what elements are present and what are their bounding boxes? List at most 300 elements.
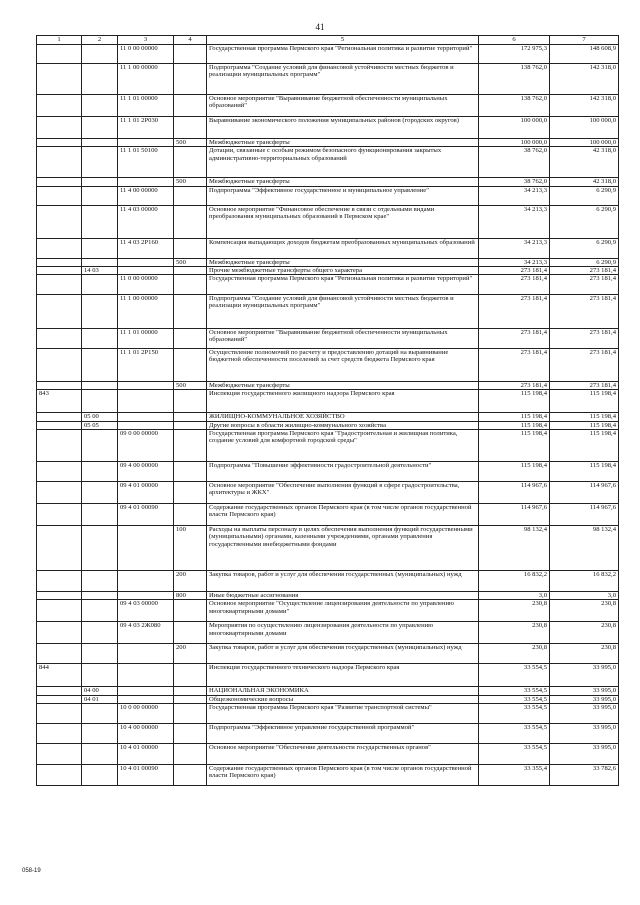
target-code-cell: 10 4 01 00000 — [118, 743, 174, 764]
target-code-cell — [118, 664, 174, 687]
admin-code-cell — [37, 413, 82, 421]
amount-year2-cell: 273 181,4 — [550, 329, 619, 349]
target-code-cell: 11 4 03 2P160 — [118, 238, 174, 258]
target-code-cell: 11 1 00 00000 — [118, 295, 174, 329]
amount-year1-cell: 100 000,0 — [479, 117, 550, 139]
admin-code-cell — [37, 95, 82, 117]
amount-year1-cell: 230,8 — [479, 644, 550, 664]
amount-year2-cell: 33 995,0 — [550, 687, 619, 695]
target-code-cell: 10 4 01 00090 — [118, 764, 174, 785]
target-code-cell: 11 1 01 2P150 — [118, 349, 174, 382]
target-code-cell — [118, 571, 174, 592]
expense-type-cell — [174, 349, 207, 382]
target-code-cell — [118, 178, 174, 186]
expense-type-cell: 200 — [174, 571, 207, 592]
amount-year1-cell: 34 213,3 — [479, 205, 550, 238]
amount-year1-cell: 3,0 — [479, 592, 550, 600]
expense-type-cell — [174, 266, 207, 274]
section-code-cell — [82, 592, 118, 600]
section-code-cell — [82, 275, 118, 295]
admin-code-cell — [37, 64, 82, 95]
section-code-cell — [82, 117, 118, 139]
section-code-cell — [82, 178, 118, 186]
amount-year2-cell: 98 132,4 — [550, 526, 619, 571]
amount-year1-cell: 114 967,6 — [479, 482, 550, 504]
amount-year1-cell: 115 198,4 — [479, 462, 550, 482]
table-row — [37, 764, 619, 785]
expense-type-cell — [174, 764, 207, 785]
amount-year1-cell: 138 762,0 — [479, 64, 550, 95]
expense-type-cell: 500 — [174, 178, 207, 186]
table-row — [37, 413, 619, 421]
budget-table — [36, 35, 619, 786]
admin-code-cell — [37, 117, 82, 139]
header-col-1: 1 — [37, 36, 82, 45]
table-row — [37, 695, 619, 703]
table-row — [37, 390, 619, 413]
target-code-cell — [118, 644, 174, 664]
expense-type-cell — [174, 504, 207, 526]
amount-year1-cell: 38 762,0 — [479, 147, 550, 178]
admin-code-cell — [37, 526, 82, 571]
table-row — [37, 526, 619, 571]
admin-code-cell — [37, 147, 82, 178]
expense-type-cell — [174, 687, 207, 695]
section-code-cell: 05 00 — [82, 413, 118, 421]
expense-type-cell — [174, 64, 207, 95]
amount-year2-cell: 115 198,4 — [550, 390, 619, 413]
amount-year1-cell: 33 554,5 — [479, 687, 550, 695]
expense-type-cell — [174, 390, 207, 413]
amount-year1-cell: 115 198,4 — [479, 430, 550, 462]
target-code-cell: 09 4 03 00000 — [118, 600, 174, 622]
amount-year1-cell: 16 832,2 — [479, 571, 550, 592]
section-code-cell — [82, 600, 118, 622]
admin-code-cell — [37, 703, 82, 723]
item-name-cell: Межбюджетные трансферты — [207, 258, 479, 266]
expense-type-cell: 100 — [174, 526, 207, 571]
item-name-cell: Межбюджетные трансферты — [207, 178, 479, 186]
item-name-cell: Инспекция государственного жилищного надзора Пермского края — [207, 390, 479, 413]
target-code-cell: 11 1 01 00000 — [118, 329, 174, 349]
expense-type-cell — [174, 723, 207, 743]
target-code-cell: 09 4 01 00090 — [118, 504, 174, 526]
target-code-cell — [118, 139, 174, 147]
table-header-row — [37, 36, 619, 45]
table-row — [37, 687, 619, 695]
item-name-cell: Расходы на выплаты персоналу в целях обеспечения выполнения функций государственными (муниципальными) органами, казенными учреждениями, органами управления государственными внебюджетными фондами — [207, 526, 479, 571]
header-col-7: 7 — [550, 36, 619, 45]
section-code-cell — [82, 139, 118, 147]
target-code-cell: 10 4 00 00000 — [118, 723, 174, 743]
item-name-cell: ЖИЛИЩНО-КОММУНАЛЬНОЕ ХОЗЯЙСТВО — [207, 413, 479, 421]
section-code-cell — [82, 147, 118, 178]
amount-year1-cell: 115 198,4 — [479, 413, 550, 421]
amount-year1-cell: 230,8 — [479, 600, 550, 622]
table-body — [37, 45, 619, 786]
admin-code-cell — [37, 687, 82, 695]
table-row — [37, 382, 619, 390]
amount-year2-cell: 114 967,6 — [550, 504, 619, 526]
table-row — [37, 147, 619, 178]
admin-code-cell — [37, 45, 82, 64]
amount-year1-cell: 33 554,5 — [479, 723, 550, 743]
table-row — [37, 571, 619, 592]
expense-type-cell — [174, 600, 207, 622]
footer-code: 058-19 — [22, 868, 41, 874]
item-name-cell: НАЦИОНАЛЬНАЯ ЭКОНОМИКА — [207, 687, 479, 695]
amount-year1-cell: 33 554,5 — [479, 743, 550, 764]
table-row — [37, 295, 619, 329]
admin-code-cell — [37, 462, 82, 482]
section-code-cell — [82, 186, 118, 205]
target-code-cell: 11 1 00 00000 — [118, 64, 174, 95]
table-row — [37, 117, 619, 139]
section-code-cell: 14 03 — [82, 266, 118, 274]
amount-year2-cell: 100 000,0 — [550, 139, 619, 147]
expense-type-cell — [174, 329, 207, 349]
target-code-cell: 11 1 01 50100 — [118, 147, 174, 178]
table-row — [37, 743, 619, 764]
item-name-cell: Мероприятия по осуществлению лицензирования деятельности по управлению многоквартирными домами — [207, 622, 479, 644]
target-code-cell — [118, 592, 174, 600]
item-name-cell: Основное мероприятие "Выравнивание бюджетной обеспеченности муниципальных образований" — [207, 329, 479, 349]
expense-type-cell — [174, 186, 207, 205]
amount-year2-cell: 114 967,6 — [550, 482, 619, 504]
amount-year2-cell: 273 181,4 — [550, 266, 619, 274]
table-row — [37, 64, 619, 95]
section-code-cell: 04 00 — [82, 687, 118, 695]
amount-year2-cell: 273 181,4 — [550, 275, 619, 295]
amount-year1-cell: 34 213,3 — [479, 186, 550, 205]
expense-type-cell — [174, 695, 207, 703]
amount-year2-cell: 6 290,9 — [550, 205, 619, 238]
admin-code-cell — [37, 600, 82, 622]
table-row — [37, 504, 619, 526]
admin-code-cell — [37, 186, 82, 205]
expense-type-cell — [174, 743, 207, 764]
target-code-cell: 09 0 00 00000 — [118, 430, 174, 462]
target-code-cell: 11 4 00 00000 — [118, 186, 174, 205]
section-code-cell — [82, 95, 118, 117]
amount-year2-cell: 115 198,4 — [550, 413, 619, 421]
expense-type-cell — [174, 95, 207, 117]
admin-code-cell — [37, 349, 82, 382]
table-row — [37, 205, 619, 238]
expense-type-cell — [174, 205, 207, 238]
target-code-cell — [118, 695, 174, 703]
expense-type-cell — [174, 430, 207, 462]
table-row — [37, 45, 619, 64]
item-name-cell: Компенсация выпадающих доходов бюджетам преобразованных муниципальных образований — [207, 238, 479, 258]
table-row — [37, 592, 619, 600]
expense-type-cell — [174, 482, 207, 504]
amount-year1-cell: 33 355,4 — [479, 764, 550, 785]
admin-code-cell — [37, 430, 82, 462]
amount-year2-cell: 100 000,0 — [550, 117, 619, 139]
section-code-cell: 05 05 — [82, 421, 118, 429]
amount-year1-cell: 115 198,4 — [479, 390, 550, 413]
table-row — [37, 139, 619, 147]
amount-year1-cell: 33 554,5 — [479, 703, 550, 723]
target-code-cell: 11 1 01 00000 — [118, 95, 174, 117]
amount-year1-cell: 33 554,5 — [479, 664, 550, 687]
admin-code-cell — [37, 266, 82, 274]
item-name-cell: Осуществление полномочий по расчету и предоставлению дотаций на выравнивание бюджетной обеспеченности поселений за счет средств бюджета Пермского края — [207, 349, 479, 382]
table-row — [37, 266, 619, 274]
expense-type-cell — [174, 238, 207, 258]
item-name-cell: Подпрограмма "Эффективное управление государственной программой" — [207, 723, 479, 743]
section-code-cell — [82, 664, 118, 687]
item-name-cell: Закупка товаров, работ и услуг для обеспечения государственных (муниципальных) нужд — [207, 644, 479, 664]
amount-year2-cell: 115 198,4 — [550, 421, 619, 429]
amount-year1-cell: 33 554,5 — [479, 695, 550, 703]
amount-year2-cell: 33 995,0 — [550, 743, 619, 764]
amount-year2-cell: 33 995,0 — [550, 664, 619, 687]
amount-year2-cell: 42 318,0 — [550, 147, 619, 178]
item-name-cell: Межбюджетные трансферты — [207, 382, 479, 390]
amount-year2-cell: 273 181,4 — [550, 349, 619, 382]
target-code-cell — [118, 382, 174, 390]
admin-code-cell — [37, 644, 82, 664]
target-code-cell: 11 1 01 2P030 — [118, 117, 174, 139]
section-code-cell: 04 01 — [82, 695, 118, 703]
table-row — [37, 430, 619, 462]
amount-year1-cell: 273 181,4 — [479, 266, 550, 274]
expense-type-cell — [174, 295, 207, 329]
target-code-cell: 09 4 00 00000 — [118, 462, 174, 482]
expense-type-cell — [174, 421, 207, 429]
header-col-4: 4 — [174, 36, 207, 45]
table-row — [37, 258, 619, 266]
amount-year1-cell: 38 762,0 — [479, 178, 550, 186]
item-name-cell: Содержание государственных органов Пермского края (в том числе органов государственной власти Пермского края) — [207, 764, 479, 785]
amount-year2-cell: 230,8 — [550, 600, 619, 622]
target-code-cell: 10 0 00 00000 — [118, 703, 174, 723]
target-code-cell — [118, 526, 174, 571]
section-code-cell — [82, 258, 118, 266]
expense-type-cell: 200 — [174, 644, 207, 664]
target-code-cell — [118, 390, 174, 413]
amount-year2-cell: 148 608,9 — [550, 45, 619, 64]
item-name-cell: Другие вопросы в области жилищно-коммунального хозяйства — [207, 421, 479, 429]
expense-type-cell — [174, 703, 207, 723]
section-code-cell — [82, 482, 118, 504]
expense-type-cell — [174, 275, 207, 295]
admin-code-cell — [37, 205, 82, 238]
admin-code-cell — [37, 382, 82, 390]
target-code-cell — [118, 421, 174, 429]
section-code-cell — [82, 504, 118, 526]
target-code-cell — [118, 687, 174, 695]
amount-year2-cell: 142 318,0 — [550, 64, 619, 95]
admin-code-cell — [37, 258, 82, 266]
table-row — [37, 482, 619, 504]
table-row — [37, 275, 619, 295]
section-code-cell — [82, 764, 118, 785]
item-name-cell: Межбюджетные трансферты — [207, 139, 479, 147]
amount-year1-cell: 273 181,4 — [479, 349, 550, 382]
section-code-cell — [82, 622, 118, 644]
admin-code-cell — [37, 571, 82, 592]
section-code-cell — [82, 295, 118, 329]
table-row — [37, 238, 619, 258]
admin-code-cell — [37, 764, 82, 785]
item-name-cell: Дотации, связанные с особым режимом безопасного функционирования закрытых административно-территориальных образований — [207, 147, 479, 178]
table-row — [37, 462, 619, 482]
item-name-cell: Подпрограмма "Создание условий для финансовой устойчивости местных бюджетов и реализации муниципальных программ" — [207, 64, 479, 95]
amount-year2-cell: 33 782,6 — [550, 764, 619, 785]
section-code-cell — [82, 382, 118, 390]
expense-type-cell: 500 — [174, 139, 207, 147]
section-code-cell — [82, 64, 118, 95]
admin-code-cell — [37, 275, 82, 295]
item-name-cell: Государственная программа Пермского края "Региональная политика и развитие территорий" — [207, 45, 479, 64]
admin-code-cell — [37, 295, 82, 329]
expense-type-cell — [174, 147, 207, 178]
amount-year1-cell: 34 213,3 — [479, 258, 550, 266]
table-row — [37, 95, 619, 117]
amount-year1-cell: 100 000,0 — [479, 139, 550, 147]
admin-code-cell — [37, 421, 82, 429]
target-code-cell: 11 0 00 00000 — [118, 275, 174, 295]
expense-type-cell — [174, 664, 207, 687]
expense-type-cell — [174, 117, 207, 139]
section-code-cell — [82, 462, 118, 482]
target-code-cell: 11 0 00 00000 — [118, 45, 174, 64]
expense-type-cell — [174, 45, 207, 64]
table-row — [37, 349, 619, 382]
amount-year2-cell: 115 198,4 — [550, 462, 619, 482]
item-name-cell: Основное мероприятие "Финансовое обеспечение в связи с отдельными видами преобразования муниципальных образований в Пермском крае" — [207, 205, 479, 238]
page-number: 41 — [315, 22, 325, 32]
target-code-cell — [118, 266, 174, 274]
section-code-cell — [82, 329, 118, 349]
section-code-cell — [82, 571, 118, 592]
table-row — [37, 329, 619, 349]
amount-year1-cell: 98 132,4 — [479, 526, 550, 571]
amount-year1-cell: 172 975,3 — [479, 45, 550, 64]
amount-year1-cell: 115 198,4 — [479, 421, 550, 429]
table-row — [37, 186, 619, 205]
section-code-cell — [82, 349, 118, 382]
header-col-6: 6 — [479, 36, 550, 45]
section-code-cell — [82, 45, 118, 64]
admin-code-cell — [37, 482, 82, 504]
table-row — [37, 600, 619, 622]
table-row — [37, 703, 619, 723]
expense-type-cell — [174, 622, 207, 644]
amount-year2-cell: 142 318,0 — [550, 95, 619, 117]
target-code-cell: 11 4 03 00000 — [118, 205, 174, 238]
item-name-cell: Подпрограмма "Эффективное государственное и муниципальное управление" — [207, 186, 479, 205]
amount-year2-cell: 33 995,0 — [550, 703, 619, 723]
amount-year2-cell: 230,8 — [550, 644, 619, 664]
table-row — [37, 178, 619, 186]
item-name-cell: Основное мероприятие "Обеспечение выполнения функций в сфере градостроительства, архитектуры и ЖКХ" — [207, 482, 479, 504]
table-row — [37, 644, 619, 664]
amount-year1-cell: 273 181,4 — [479, 329, 550, 349]
amount-year1-cell: 273 181,4 — [479, 295, 550, 329]
target-code-cell: 09 4 03 2Ж080 — [118, 622, 174, 644]
item-name-cell: Закупка товаров, работ и услуг для обеспечения государственных (муниципальных) нужд — [207, 571, 479, 592]
expense-type-cell: 800 — [174, 592, 207, 600]
amount-year1-cell: 114 967,6 — [479, 504, 550, 526]
amount-year1-cell: 138 762,0 — [479, 95, 550, 117]
header-col-2: 2 — [82, 36, 118, 45]
expense-type-cell — [174, 413, 207, 421]
item-name-cell: Государственная программа Пермского края "Региональная политика и развитие территорий" — [207, 275, 479, 295]
amount-year2-cell: 6 290,9 — [550, 258, 619, 266]
item-name-cell: Инспекция государственного технического надзора Пермского края — [207, 664, 479, 687]
header-col-3: 3 — [118, 36, 174, 45]
table-row — [37, 622, 619, 644]
section-code-cell — [82, 430, 118, 462]
amount-year2-cell: 230,8 — [550, 622, 619, 644]
table-row — [37, 421, 619, 429]
amount-year1-cell: 273 181,4 — [479, 275, 550, 295]
item-name-cell: Основное мероприятие "Осуществление лицензирования деятельности по управлению многоквартирными домами" — [207, 600, 479, 622]
amount-year2-cell: 33 995,0 — [550, 695, 619, 703]
amount-year2-cell: 273 181,4 — [550, 382, 619, 390]
section-code-cell — [82, 390, 118, 413]
item-name-cell: Подпрограмма "Создание условий для финансовой устойчивости местных бюджетов и реализации муниципальных программ" — [207, 295, 479, 329]
admin-code-cell — [37, 504, 82, 526]
admin-code-cell — [37, 592, 82, 600]
item-name-cell: Основное мероприятие "Обеспечение деятельности государственных органов" — [207, 743, 479, 764]
expense-type-cell: 500 — [174, 382, 207, 390]
admin-code-cell — [37, 695, 82, 703]
item-name-cell: Общеэкономические вопросы — [207, 695, 479, 703]
amount-year2-cell: 42 318,0 — [550, 178, 619, 186]
target-code-cell — [118, 413, 174, 421]
section-code-cell — [82, 205, 118, 238]
item-name-cell: Прочие межбюджетные трансферты общего характера — [207, 266, 479, 274]
item-name-cell: Основное мероприятие "Выравнивание бюджетной обеспеченности муниципальных образований" — [207, 95, 479, 117]
section-code-cell — [82, 703, 118, 723]
amount-year2-cell: 3,0 — [550, 592, 619, 600]
section-code-cell — [82, 238, 118, 258]
admin-code-cell — [37, 178, 82, 186]
admin-code-cell — [37, 329, 82, 349]
admin-code-cell — [37, 743, 82, 764]
amount-year2-cell: 6 290,9 — [550, 238, 619, 258]
amount-year2-cell: 6 290,9 — [550, 186, 619, 205]
header-col-5: 5 — [207, 36, 479, 45]
table-row — [37, 664, 619, 687]
admin-code-cell: 843 — [37, 390, 82, 413]
section-code-cell — [82, 723, 118, 743]
target-code-cell: 09 4 01 00000 — [118, 482, 174, 504]
admin-code-cell — [37, 139, 82, 147]
amount-year1-cell: 34 213,3 — [479, 238, 550, 258]
amount-year2-cell: 33 995,0 — [550, 723, 619, 743]
section-code-cell — [82, 743, 118, 764]
item-name-cell: Подпрограмма "Повышение эффективности градостроительной деятельности" — [207, 462, 479, 482]
item-name-cell: Содержание государственных органов Пермского края (в том числе органов государственной власти Пермского края) — [207, 504, 479, 526]
expense-type-cell: 500 — [174, 258, 207, 266]
expense-type-cell — [174, 462, 207, 482]
item-name-cell: Государственная программа Пермского края "Развитие транспортной системы" — [207, 703, 479, 723]
amount-year2-cell: 273 181,4 — [550, 295, 619, 329]
item-name-cell: Иные бюджетные ассигнования — [207, 592, 479, 600]
section-code-cell — [82, 644, 118, 664]
admin-code-cell — [37, 723, 82, 743]
amount-year2-cell: 16 832,2 — [550, 571, 619, 592]
admin-code-cell — [37, 238, 82, 258]
item-name-cell: Выравнивание экономического положения муниципальных районов (городских округов) — [207, 117, 479, 139]
amount-year1-cell: 230,8 — [479, 622, 550, 644]
